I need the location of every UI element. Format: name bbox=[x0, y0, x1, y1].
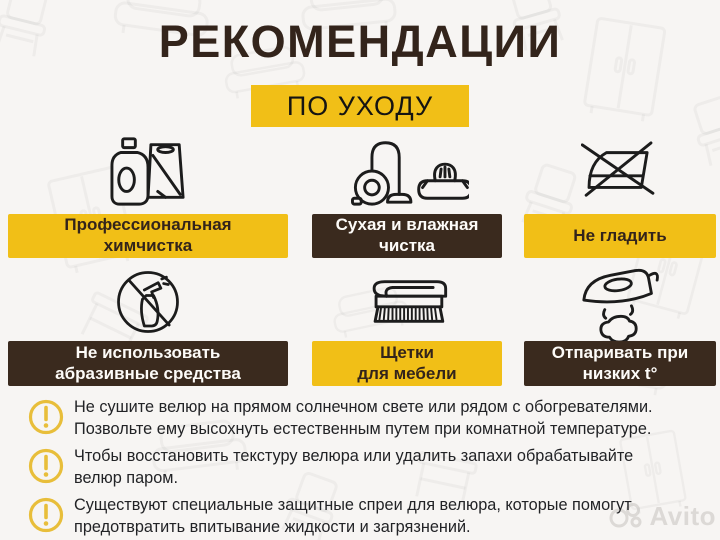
no-abrasive-icon bbox=[8, 266, 288, 338]
care-label-no-ironing bbox=[524, 214, 716, 258]
care-label-no-abrasives bbox=[8, 341, 288, 386]
subtitle-banner bbox=[251, 85, 469, 127]
note-text-line: Позвольте ему высохнуть естественным путем при комнатной температуре. bbox=[74, 419, 652, 438]
detergent-icon bbox=[8, 130, 288, 212]
care-label-professional-cleaning bbox=[8, 214, 288, 258]
avito-watermark-text: Avito bbox=[649, 500, 716, 531]
warning-icon bbox=[26, 495, 66, 535]
note-text-line: Не сушите велюр на прямом солнечном свете или рядом с обогревателями. bbox=[74, 398, 653, 416]
page-title: РЕКОМЕНДАЦИИ bbox=[158, 16, 562, 67]
note-text-line: предотвратить впитывание жидкости и загрязнений. bbox=[74, 517, 471, 536]
vacuum-wipes-icon bbox=[312, 130, 502, 212]
label-line: Сухая и влажная bbox=[335, 215, 479, 235]
label-line: Не гладить bbox=[573, 225, 667, 245]
note-protective-sprays bbox=[26, 494, 714, 538]
note-steam-restore bbox=[26, 445, 714, 489]
note-text-line: Существуют специальные защитные спреи для велюра, которые помогут bbox=[74, 496, 632, 514]
label-line: Не использовать bbox=[75, 342, 221, 362]
label-line: чистка bbox=[378, 236, 436, 255]
label-line: низких t° bbox=[582, 363, 658, 383]
label-line: Профессиональная bbox=[64, 215, 232, 235]
warning-icon bbox=[26, 446, 66, 486]
note-text-line: Чтобы восстановить текстуру велюра или удалить запахи обрабатывайте bbox=[74, 447, 634, 465]
care-label-steam-low-temp bbox=[524, 341, 716, 386]
care-notes bbox=[26, 396, 714, 540]
steam-iron-icon bbox=[524, 266, 716, 338]
care-label-dry-wet-cleaning bbox=[312, 214, 502, 258]
label-line: Щетки bbox=[380, 342, 434, 362]
label-line: Отпаривать при bbox=[551, 342, 689, 362]
no-iron-icon bbox=[524, 130, 716, 212]
subtitle-text: ПО УХОДУ bbox=[286, 90, 434, 121]
furniture-brush-icon bbox=[312, 266, 502, 338]
label-line: абразивные средства bbox=[55, 363, 241, 383]
label-line: для мебели bbox=[357, 363, 457, 383]
care-label-furniture-brushes bbox=[312, 341, 502, 386]
label-line: химчистка bbox=[103, 236, 193, 255]
note-text-line: велюр паром. bbox=[74, 468, 178, 487]
warning-icon bbox=[26, 397, 66, 437]
note-drying bbox=[26, 396, 714, 440]
